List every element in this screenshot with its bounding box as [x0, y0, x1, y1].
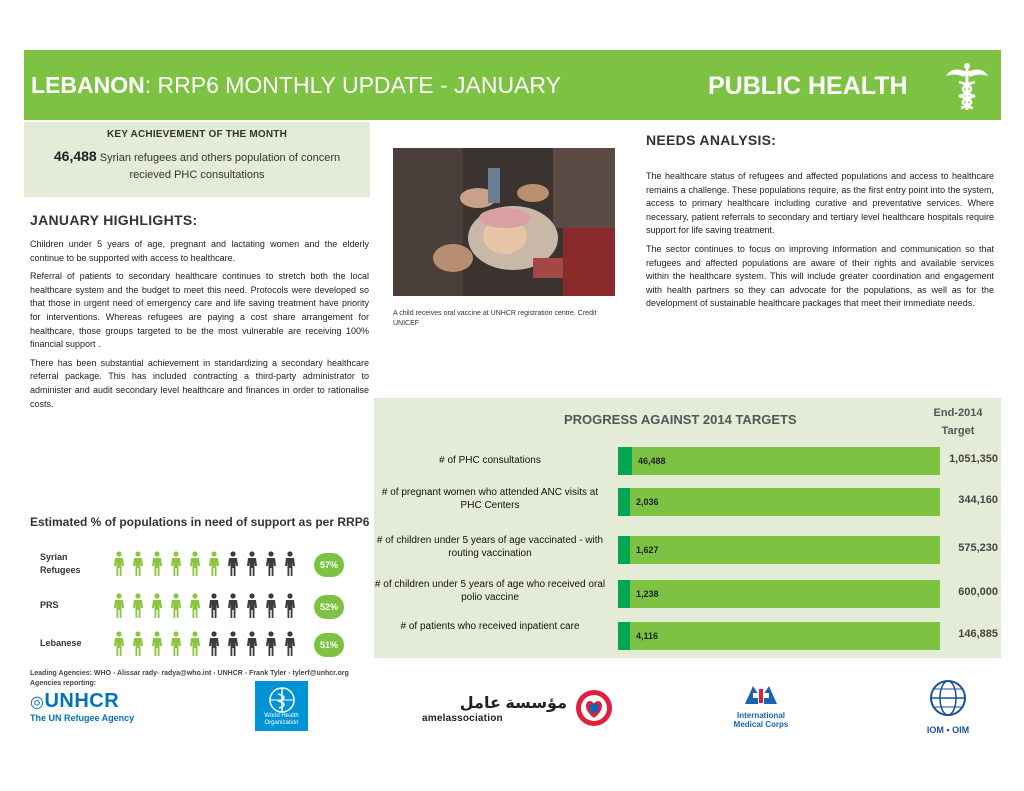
unhcr-logo-sub: The UN Refugee Agency — [30, 713, 135, 723]
person-icon — [246, 631, 258, 657]
photo-illustration — [393, 148, 615, 296]
progress-row-target: 1,051,350 — [949, 453, 998, 465]
who-emblem-icon — [267, 685, 297, 715]
person-icon — [227, 631, 239, 657]
person-icon — [189, 631, 201, 657]
person-icon — [170, 593, 182, 619]
progress-bar-fill — [618, 488, 630, 516]
highlights-title: JANUARY HIGHLIGHTS: — [30, 212, 198, 228]
needs-title: NEEDS ANALYSIS: — [646, 132, 777, 148]
percent-badge: 51% — [314, 633, 344, 657]
percent-badge: 57% — [314, 553, 344, 577]
title-rest: : RRP6 MONTHLY UPDATE - JANUARY — [144, 72, 561, 98]
page-title — [31, 72, 561, 99]
progress-row-label: # of pregnant women who attended ANC visits at PHC Centers — [381, 487, 599, 511]
header-banner — [24, 50, 1001, 120]
progress-row — [374, 534, 1001, 568]
vaccine-photo — [393, 148, 615, 296]
needs-text — [646, 170, 994, 316]
amel-logo-english: amelassociation — [422, 713, 503, 724]
progress-bar-track — [618, 580, 940, 608]
heart-logo-icon — [573, 688, 615, 728]
progress-bar-fill — [618, 622, 630, 650]
progress-bar-track — [618, 536, 940, 564]
population-need-title: Estimated % of populations in need of support as per RRP6 — [30, 515, 370, 529]
unhcr-logo — [30, 690, 145, 726]
highlight-paragraph: There has been substantial achievement in standardizing a secondary healthcare referral package. This has included contracting a third-party administrator to administer and audit secondary level healthcare and finances in order to rationalise costs. — [30, 357, 369, 409]
imc-logo-text: International Medical Corps — [733, 711, 789, 729]
progress-row — [374, 445, 1001, 479]
person-icon — [265, 551, 277, 577]
person-icon — [132, 593, 144, 619]
progress-bar-fill — [618, 580, 630, 608]
person-icon — [227, 593, 239, 619]
progress-bar-fill — [618, 447, 632, 475]
person-icon — [284, 631, 296, 657]
progress-row — [374, 486, 1001, 520]
progress-row-target: 344,160 — [958, 494, 998, 506]
agencies-reporting: Agencies reporting: — [30, 680, 97, 687]
target-header-line2: Target — [941, 425, 975, 437]
person-icon — [227, 551, 239, 577]
amel-logo — [422, 693, 567, 723]
progress-row-label: # of children under 5 years of age vaccinated - with routing vaccination — [376, 535, 604, 559]
highlight-paragraph: Referral of patients to secondary healthcare continues to stretch both the local healthcare system and the budget to meet this need. Protocols were developed so that those in urgent need of emergency care and life saving treatment have priority for interventions. Whereas refugees are paying a cost share arrangement for healthcare, those groups targeted to be the most vulnerable are receiving 100% financial support . — [30, 271, 369, 350]
person-icon — [170, 551, 182, 577]
progress-panel — [374, 398, 1001, 658]
highlight-paragraph: Children under 5 years of age, pregnant and lactating women and the elderly continue to be supported with access to healthcare. — [30, 239, 369, 263]
key-achievement-box — [24, 122, 370, 197]
person-icon — [246, 551, 258, 577]
person-icon — [113, 631, 125, 657]
amel-logo-arabic: مؤسسة عامل — [459, 695, 567, 712]
progress-bar-value: 1,627 — [636, 545, 659, 555]
person-icon — [284, 551, 296, 577]
target-header-line1: End-2014 — [933, 407, 983, 419]
section-title: PUBLIC HEALTH — [708, 72, 908, 100]
population-row — [40, 551, 360, 591]
progress-title: PROGRESS AGAINST 2014 TARGETS — [564, 412, 797, 427]
key-achievement-text — [24, 148, 370, 184]
imc-emblem-icon — [741, 684, 781, 706]
person-icon — [170, 631, 182, 657]
person-icon — [151, 551, 163, 577]
who-logo-text: World Health Organization — [264, 713, 299, 726]
progress-row-target: 575,230 — [958, 542, 998, 554]
person-icon — [151, 593, 163, 619]
person-icon — [284, 593, 296, 619]
progress-row-label: # of PHC consultations — [439, 455, 541, 466]
imc-logo — [726, 684, 796, 728]
person-icon — [132, 551, 144, 577]
key-achievement-label: KEY ACHIEVEMENT OF THE MONTH — [106, 129, 288, 140]
population-row — [40, 593, 360, 633]
person-icon — [246, 593, 258, 619]
iom-logo-text: IOM • OIM — [926, 725, 970, 735]
person-icon — [151, 631, 163, 657]
who-logo — [255, 681, 308, 731]
iom-logo — [908, 678, 988, 734]
progress-row-target: 600,000 — [958, 586, 998, 598]
percent-badge: 52% — [314, 595, 344, 619]
progress-bar-track — [618, 447, 940, 475]
key-achievement-number: 46,488 — [53, 148, 97, 164]
progress-bar-value: 2,036 — [636, 497, 659, 507]
iom-emblem-icon — [926, 678, 970, 718]
target-header — [924, 404, 992, 440]
leading-agencies: Leading Agencies: WHO - Alissar rady- radya@who.int - UNHCR - Frank Tyler - tylerf@unhcr.org — [30, 670, 349, 677]
person-icon — [113, 551, 125, 577]
progress-row-label: # of patients who received inpatient care — [400, 621, 580, 632]
unhcr-logo-text: ◎UNHCR — [30, 690, 120, 712]
person-icon — [265, 631, 277, 657]
person-icon — [113, 593, 125, 619]
population-row — [40, 631, 360, 671]
progress-bar-fill — [618, 536, 630, 564]
population-row-label: Lebanese — [40, 638, 82, 648]
progress-row-target: 146,885 — [958, 628, 998, 640]
person-icon — [132, 631, 144, 657]
needs-paragraph: The sector continues to focus on improving information and communication so that refugees and affected populations are aware of their rights and available services within the healthcare system. This will include greater coordination and engagement with health partners so they can advocate for the populations, as well as for the development of sustainable healthcare packages that meet their immediate needs. — [646, 243, 994, 309]
country-name: LEBANON — [31, 72, 145, 98]
progress-bar-track — [618, 488, 940, 516]
person-icon — [189, 593, 201, 619]
progress-bar-value: 46,488 — [638, 456, 666, 466]
person-icon — [208, 593, 220, 619]
highlights-text — [30, 238, 369, 416]
progress-row-label: # of children under 5 years of age who received oral polio vaccine — [374, 579, 606, 603]
person-icon — [189, 551, 201, 577]
person-icon — [208, 551, 220, 577]
progress-bar-value: 4,116 — [636, 631, 659, 641]
progress-row — [374, 578, 1001, 612]
progress-bar-value: 1,238 — [636, 589, 659, 599]
progress-row — [374, 620, 1001, 654]
person-icon — [208, 631, 220, 657]
progress-bar-track — [618, 622, 940, 650]
population-row-label: Syrian Refugees — [40, 552, 81, 575]
key-achievement-description: Syrian refugees and others population of concern recieved PHC consultations — [96, 152, 341, 181]
population-row-label: PRS — [40, 600, 59, 610]
photo-caption: A child receives oral vaccine at UNHCR registration centre. Credit UNICEF — [393, 310, 597, 327]
caduceus-icon — [944, 62, 990, 112]
person-icon — [265, 593, 277, 619]
needs-paragraph: The healthcare status of refugees and affected populations and access to healthcare remains a challenge. These populations require, as the first entry point into the system, access to primary healthcare including curative and preventative services. Where necessary, patient referrals to secondary and tertiary level healthcare hospitals require support for life saving treatment. — [646, 171, 994, 236]
